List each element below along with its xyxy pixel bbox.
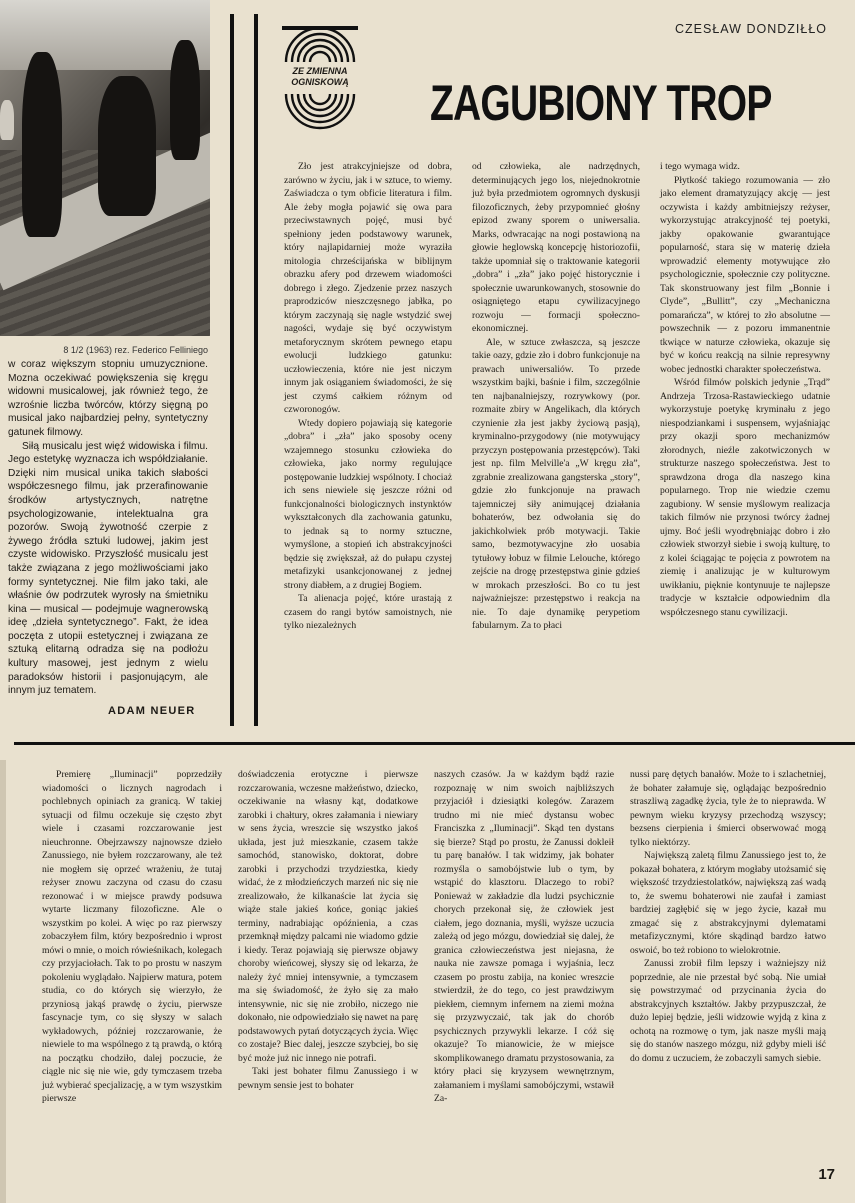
photo-caption: 8 1/2 (1963) rez. Federico Felliniego bbox=[63, 345, 208, 355]
bottom-article-column-2 bbox=[238, 768, 418, 1092]
section-logo-label: ZE ZMIENNA OGNISKOWĄ bbox=[282, 66, 358, 88]
left-article-paragraph: w coraz większym stopniu umuzycznione. Mozna oczekiwać powiększenia się kręgu widowni musicalowej, jak również tego, że wzrośnie liczba twórców, którzy sięgną po musical jako najbardziej pełny, syntetyczny gatunek filmowy. bbox=[8, 359, 208, 438]
paragraph: Wtedy dopiero pojawiają się kategorie „dobra” i „zła” jako sposoby oceny wzajemnego stosunku człowieka do człowieka, jako normy regulujące postępowanie ludzkiej wspólnoty. I chociaż ich sens niewiele się jeszcze różni od funkcjonalności biologicznych instynktów wykształconych dla zachowania gatunku, to jednak są to normy sztuczne, wymyślone, a stopień ich abstrakcyjności będzie się zwiększał, aż do pułapu czystej metafizyki usankcjonowanej z jednej strony diabłem, a z drugiej Bogiem. bbox=[284, 417, 452, 591]
bottom-article-column-4 bbox=[630, 768, 826, 1065]
column-rule-right bbox=[254, 14, 258, 726]
main-article-column-3 bbox=[660, 160, 830, 619]
main-article-column-1 bbox=[284, 160, 452, 633]
paragraph: naszych czasów. Ja w każdym bądź razie rozpoznaję w nim swoich najbliższych przyjaciół i dziesiątki kolegów. Zarazem trudno mi nie mieć dystansu wobec Franciszka z „Iluminacji”. Skąd ten dystans się bierze? Stąd po prostu, że Zanussi dokleił tu parę banałów. I tak widzimy, jak bohater rozmyśla o samobójstwie lub o tym, by wstąpić do klasztoru. Dlaczego to robi? Ponieważ w zakładzie dla ludzi psychicznie chorych przekonał się, że człowiek jest ciałem, jego doznania, myśli, wyższe uczucia zależą od jego mózgu, dowiedział się dalej, że granica człowieczeństwa jest niejasna, że nauka nie zawsze pomaga i wyjaśnia, lecz czasem po prostu zabija, na koniec wreszcie stwierdził, że do tego, co jest prawdziwym piekłem, ciemnym infernem na ziemi można się przyzwyczaić, tak jak do chorób psychicznych przywykli lekarze. I cóż się okazuje? To mianowicie, że w miejsce skomplikowanego dramatu przystosowania, za który płaci się kryzysem wewnętrznym, załamaniem i myślami samobójczymi, wstawił Za- bbox=[434, 769, 614, 1104]
paragraph: doświadczenia erotyczne i pierwsze rozczarowania, wczesne małżeństwo, dziecko, oczekiwanie na własny kąt, dodatkowe zarobki i chałtury, okres załamania i niewiary w sens życia, wreszcie się wszystko jakoś układa, jest już mieszkanie, czasem także samochód, stanowisko, doktorat, dobre zarobki i przychodzi trzydziestka, kiedy widać, że z młodzieńczych marzeń nic się nie zrealizowało, że kilkanaście lat życia się wiąże stale jakieś końce, goniąc jakieś terminy, nadrabiając opóźnienia, a czas przemknął między palcami nie wiadomo gdzie i kiedy. Teraz pojawiają się pierwsze objawy choroby wieńcowej, słyszy się od lekarza, że należy żyć mniej intensywnie, a tymczasem ma się świadomość, że żyło się za mało intensywnie, nic się nie zrobiło, niczego nie dokonało, nie odpowiedziało się nawet na parę podstawowych pytań dotyczących życia. Więc co zostaje? Biec dalej, jeszcze szybciej, bo się być może już nic innego nie potrafi. bbox=[238, 769, 418, 1064]
paragraph: Taki jest bohater filmu Zanussiego i w pewnym sensie jest to bohater bbox=[238, 1066, 418, 1091]
article-author: CZESŁAW DONDZIŁŁO bbox=[675, 22, 827, 36]
left-article-paragraph: Siłą musicalu jest więź widowiska i filmu. Jego estetykę wyznacza ich współdziałanie. Dzięki nim musical unika takich słabości współczesnego filmu, jak przerafinowanie środków artystycznych, natrętne psychologizowanie, intelektualna gra pozorów. Swoją żywotność czerpie z żywego źródła sztuki ludowej, jakim jest czyste widowisko. Przyszłość musicalu jest także związana z jego możliwościami jako formy syntetycznej. Nie film jako taki, ale właśnie ów podrzutek wyrosły na śmietniku kina — musical — podejmuje wagnerowską ideę „dzieła syntetycznego”. Fakt, że idea poczęta z utopii estetycznej i związana ze sztuką elitarną odradza się na podłożu kultury masowej, jest jednym z wielu paradoksów historii i pasjonującym, ale innym juz tematem. bbox=[8, 440, 208, 697]
main-article-column-2 bbox=[472, 160, 640, 633]
page-edge bbox=[0, 760, 6, 1203]
page-number: 17 bbox=[818, 1166, 835, 1183]
bottom-article-column-3 bbox=[434, 768, 614, 1106]
article-title: ZAGUBIONY TROP bbox=[430, 75, 772, 131]
paragraph: Ta alienacja pojęć, które urastają z czasem do rangi bytów samoistnych, nie tylko niezależnych bbox=[284, 593, 452, 631]
paragraph: Największą zaletą filmu Zanussiego jest to, że pokazał bohatera, z którym mogłaby utożsamić się większość trzydziestolatków, największą zaś wadą to, że swemu bohaterowi nie zaufał i zamiast bardziej zagłębić się w jego życie, kazał mu zmagać się z abstrakcyjnymi dylematami metafizycznymi, które skądinąd bardzo łatwo oswoić, bo też robiono to wielokrotnie. bbox=[630, 850, 826, 956]
paragraph: od człowieka, ale nadrzędnych, determinujących jego los, niejednokrotnie już była przedmiotem ogromnych dyskusji filozoficznych, żeby przypomnieć głośny epizod zwany sporem o uniwersalia. Marks, odwracając na nogi postawioną na głowie heglowską koncepcję historiozofii, także upomniał się o traktowanie kategorii „dobra” i „zła” jako pojęć historycznie i społecznie uwarunkowanych, stosownie do osiągniętego etapu cywilizacyjnego rozwoju — formacji społeczno-ekonomicznej. bbox=[472, 161, 640, 334]
paragraph: Zanussi zrobił film lepszy i ważniejszy niż poprzednie, ale nie przestał być sobą. Nie umiał się powstrzymać od przycinania życia do abstrakcyjnych kształtów. Jakby przypuszczał, że dużo lepiej będzie, jeśli widzowie wyjdą z kina z ochotą na rozmowę o tym, jak nasze myśli mają się do stanów naszego mózgu, niż gdyby mieli iść do domu z uczuciem, że zobaczyli samych siebie. bbox=[630, 958, 826, 1064]
paragraph: Premierę „Iluminacji” poprzedziły wiadomości o licznych nagrodach i pochlebnych opiniach za granicą. W takiej sytuacji od filmu oczekuje się często zbyt wiele i czasami rozczarowanie jest nieuchronne. Obejrzawszy najnowsze dzieło Zanussiego, nie byłem rozczarowany, ale też nie mogłem się oprzeć wrażeniu, że tutaj reżyser znowu zaczyna od czasu do czasu rezonować i w miejsce prawdy podsuwa wytarte liczmany filozoficzne. Ale o wszystkim po kolei. A więc po raz pierwszy zobaczyłem film, który bezpośrednio i wprost mówi o mnie, o moich rówieśnikach, kolegach czy przyjaciołach. Tak to po prostu w naszym pokoleniu wyglądało. Najpierw matura, potem studia, co do których się wierzyło, że przyniosą jakąś prawdę o życiu, pierwsze fascynacje tym, co się słyszy w salach wykładowych, później rozczarowanie, że niewiele to ma wspólnego z tą prawdą, o którą na początku chodziło, dalej poczucie, że ciągle nic się nie wie, gdy tymczasem trzeba już wybierać specjalizację, a w tym wszystkim pierwsze bbox=[42, 769, 222, 1104]
bottom-article-column-1 bbox=[42, 768, 222, 1106]
paragraph: Płytkość takiego rozumowania — zło jako element dramatyzujący akcję — jest oczywista i każdy ambitniejszy reżyser, wykorzystując atrakcyjność tej poetyki, jakby opakowanie gwarantujące popularność, stara się w materię dzieła wprowadzić elementy motywujące zło psychologicznie, społecznie czy polityczne. Tak skonstruowany jest film „Bonnie i Clyde”, „Bullitt”, czy „Mechaniczna pomarańcza”, w której to zło absolutne — powszechnik — z pozoru immanentnie tkwiące w naturze człowieka, okazuje się być w końcu reakcją na silnie represywny wobec jednostki charakter społeczeństwa. bbox=[660, 174, 830, 375]
left-article-author: ADAM NEUER bbox=[108, 705, 196, 717]
column-rule-left bbox=[230, 14, 234, 726]
paragraph: Wśród filmów polskich jedynie „Trąd” Andrzeja Trzosa-Rastawieckiego udatnie wykorzystuje poetykę kryminału z jego niespodziankami i suspensem, wyjaśniając przy okazji sporo mechanizmów złorodnych, nieźle zakotwiczonych w strukturze naszego społeczeństwa. Jest to sprawdzona droga dla naszego kina popularnego. Trop nie wiedzie czemu zagubiony. W sensie myślowym realizacja takich filmów nie przynosi twórcy żadnej ujmy. Boć jeśli wyodrębniając dobro i zło człowiek stworzył siebie i swoją kulturę, to z kolei ściągając te pojęcia z powrotem na ziemię i analizując je w kulturowym uwikłaniu, pięknie kontynuuje te najlepsze tradycje w kształcie odpowiednim dla współczesnego stanu cywilizacji. bbox=[660, 377, 830, 618]
paragraph: nussi parę dętych banałów. Może to i szlachetniej, że bohater załamuje się, oglądając bezpośrednio straszliwą zagadkę życia, tyle że to nieprawda. W pewnym wieku kryzysy przechodzą wszyscy; bezsens cierpienia i śmierci obserwować mogą tylko niektórzy. bbox=[630, 769, 826, 848]
paragraph: Ale, w sztuce zwłaszcza, są jeszcze takie oazy, gdzie zło i dobro funkcjonuje na prawach uniwersaliów. To przede wszystkim bajki, baśnie i film, szczególnie ten najbanalniejszy, rozrywkowy (por. rozmaite zbiry w Angelikach, dla których czynienie zła jest jakby życiową pasją), kryminalno-przygodowy (nie motywujący przyczyn postępowania przestępców). Taki jest np. film Melville'a „W kręgu zła”, zgrabnie zrealizowana gangsterska „story”, gdzie zło funkcjonuje na prawach tajemniczej siły animującej działania bohaterów, bez odwołania się do jakichkolwiek prób motywacji. Takie samo, bezmotywacyjne zło uosabia tytułowy łobuz w filmie Lelouche, którego zejście na drogę przestępstwa ginie gdzieś w mrokach przeszłości. Bo co tu jest najważniejsze: przestępstwo i reakcja na nie. To daje dynamikę perypetiom fabularnym. Za to płaci bbox=[472, 336, 640, 631]
section-divider bbox=[14, 742, 855, 745]
film-still-photo bbox=[0, 0, 210, 336]
section-logo bbox=[282, 26, 358, 138]
paragraph: Zło jest atrakcyjniejsze od dobra, zarówno w życiu, jak i w sztuce, to wiemy. Zaświadcza o tym obficie literatura i film. Ale żeby mogła pojawić się owa para przeciwstawnych pojęć, musi być spełniony jeden podstawowy warunek, który najlapidarniej może wyraziła mitologia chrześcijańska w biblijnym obrazku afery pod drzewem wiadomości dobrego i złego. Zjedzenie przez naszych praprodziców nieszczęsnego jabłka, po którym zaczynają się nagle wstydzić swej nagości, wydaje się być oczywistym metaforycznym skrótem pewnego etapu ewolucji ludzkiego gatunku: uczłowieczenia, które nie jest niczym innym jak osiąganiem świadomości, że się jest czymś całkiem różnym od czworonogów. bbox=[284, 161, 452, 415]
left-article-text bbox=[8, 358, 208, 698]
paragraph: i tego wymaga widz. bbox=[660, 161, 740, 172]
